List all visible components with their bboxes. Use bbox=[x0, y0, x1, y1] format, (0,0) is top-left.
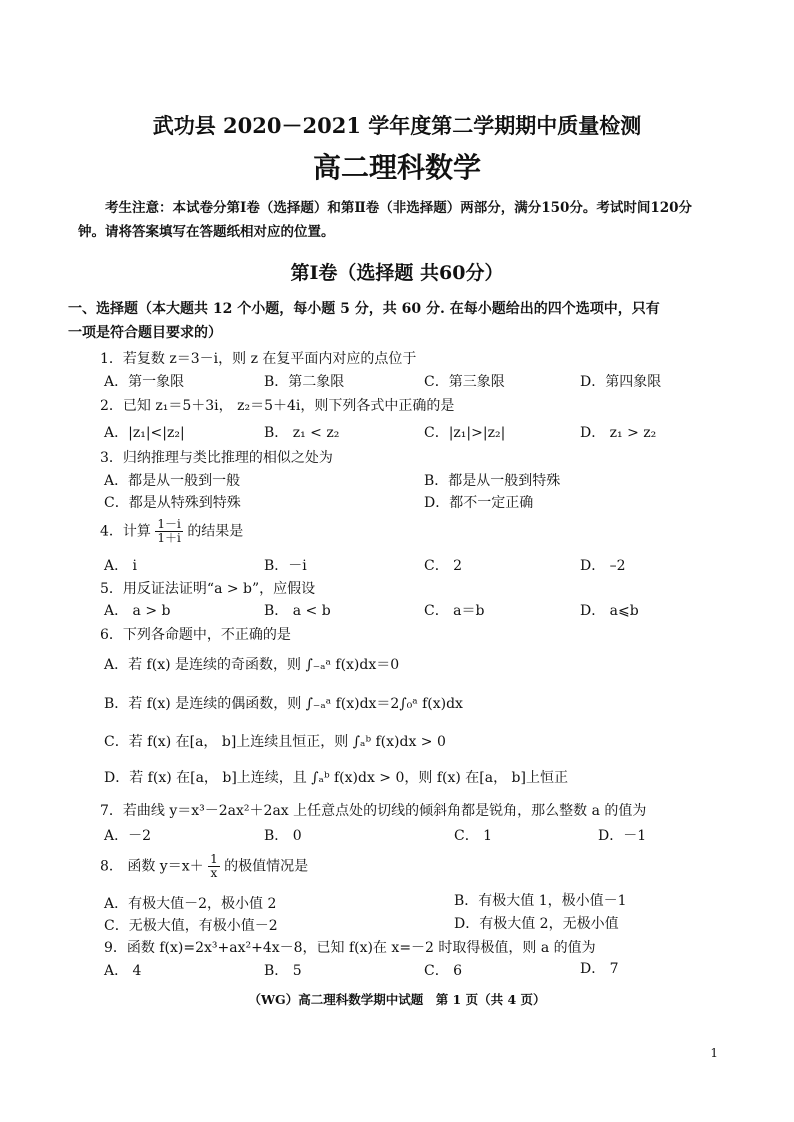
q1-option-a: A．第一象限 bbox=[104, 374, 185, 390]
q2-option-c: C．|z₁|>|z₂| bbox=[424, 425, 506, 441]
q8-fraction-denominator: x bbox=[210, 866, 218, 880]
q7-option-d: D．－1 bbox=[598, 828, 647, 844]
q8-option-c: C．无极大值，有极小值－2 bbox=[104, 918, 278, 934]
q4-option-b: B．－i bbox=[264, 558, 307, 574]
q3-option-a: A．都是从一般到一般 bbox=[104, 473, 241, 489]
q6-option-a: A．若 f(x) 是连续的奇函数，则 ∫₋ₐᵃ f(x)dx＝0 bbox=[104, 657, 400, 673]
q4-stem-suffix: 的结果是 bbox=[187, 523, 244, 540]
q6-option-d: D．若 f(x) 在[a， b]上连续，且 ∫ₐᵇ f(x)dx > 0，则 f(x) 在[a， b]上恒正 bbox=[104, 770, 568, 786]
q9-option-d: D． 7 bbox=[580, 961, 619, 977]
q8-stem-suffix: 的极值情况是 bbox=[224, 858, 309, 875]
exam-subtitle: 高二理科数学 bbox=[312, 151, 481, 184]
q9-stem: 9．函数 f(x)=2x³+ax²+4x－8，已知 f(x)在 x=－2 时取得极值，则 a 的值为 bbox=[104, 940, 596, 956]
q6-option-c: C．若 f(x) 在[a， b]上连续且恒正，则 ∫ₐᵇ f(x)dx > 0 bbox=[104, 734, 446, 750]
q5-option-c: C． a＝b bbox=[424, 603, 485, 619]
part-heading-line1: 一、选择题（本大题共 12 个小题，每小题 5 分，共 60 分. 在每小题给出的四个选项中，只有 bbox=[68, 301, 660, 317]
q4-option-c: C． 2 bbox=[424, 558, 463, 574]
q6-stem: 6．下列各命题中，不正确的是 bbox=[100, 627, 291, 643]
q8-option-a: A．有极大值－2，极小值 2 bbox=[104, 896, 277, 912]
q7-option-a: A．－2 bbox=[104, 828, 152, 844]
q5-option-b: B． a < b bbox=[264, 603, 331, 619]
q8-stem bbox=[100, 853, 308, 880]
q8-option-d: D．有极大值 2，无极小值 bbox=[454, 916, 619, 932]
q1-stem: 1．若复数 z＝3－i，则 z 在复平面内对应的点位于 bbox=[100, 351, 417, 367]
q4-option-d: D． –2 bbox=[580, 558, 626, 574]
q1-option-b: B．第二象限 bbox=[264, 374, 345, 390]
q6-option-b: B．若 f(x) 是连续的偶函数，则 ∫₋ₐᵃ f(x)dx＝2∫₀ᵃ f(x)dx bbox=[104, 696, 463, 712]
part-heading-line2: 一项是符合题目要求的） bbox=[68, 325, 222, 341]
q2-stem: 2．已知 z₁＝5＋3i， z₂＝5＋4i，则下列各式中正确的是 bbox=[100, 398, 455, 414]
q2-option-d: D． z₁ > z₂ bbox=[580, 425, 657, 441]
q3-option-d: D．都不一定正确 bbox=[424, 495, 534, 511]
q5-option-d: D． a⩽b bbox=[580, 603, 639, 619]
q1-option-d: D．第四象限 bbox=[580, 374, 662, 390]
page-number: 1 bbox=[710, 1046, 718, 1060]
q8-stem-prefix: 8． 函数 y＝x＋ bbox=[100, 858, 204, 875]
q1-option-c: C．第三象限 bbox=[424, 374, 505, 390]
q5-option-a: A． a > b bbox=[104, 603, 171, 619]
q7-option-b: B． 0 bbox=[264, 828, 302, 844]
q7-option-c: C． 1 bbox=[454, 828, 493, 844]
section-title: 第Ⅰ卷（选择题 共60分） bbox=[290, 262, 504, 284]
page-footer: （WG）高二理科数学期中试题 第 1 页（共 4 页） bbox=[248, 992, 546, 1007]
q3-stem: 3．归纳推理与类比推理的相似之处为 bbox=[100, 450, 333, 466]
q9-option-c: C． 6 bbox=[424, 963, 463, 979]
q3-option-b: B．都是从一般到特殊 bbox=[424, 473, 561, 489]
q2-option-a: A．|z₁|<|z₂| bbox=[104, 425, 185, 441]
q8-option-b: B．有极大值 1，极小值－1 bbox=[454, 893, 627, 909]
q4-fraction-denominator: 1＋i bbox=[157, 531, 181, 545]
q4-stem bbox=[100, 518, 243, 545]
q4-fraction-numerator: 1－i bbox=[157, 517, 181, 531]
exam-title: 武功县 2020－2021 学年度第二学期期中质量检测 bbox=[152, 113, 642, 138]
exam-notice: 考生注意：本试卷分第Ⅰ卷（选择题）和第Ⅱ卷（非选择题）两部分，满分150分。考试时间120分钟。请将答案填写在答题纸相对应的位置。 bbox=[78, 200, 693, 240]
q7-stem: 7．若曲线 y＝x³－2ax²＋2ax 上任意点处的切线的倾斜角都是锐角，那么整数 a 的值为 bbox=[100, 803, 647, 819]
q5-stem: 5．用反证法证明“a > b”，应假设 bbox=[100, 581, 316, 597]
q4-fraction bbox=[155, 518, 182, 545]
q3-option-c: C．都是从特殊到特殊 bbox=[104, 495, 241, 511]
q8-fraction bbox=[208, 853, 220, 880]
q2-option-b: B． z₁ < z₂ bbox=[264, 425, 340, 441]
q4-option-a: A． i bbox=[104, 558, 138, 574]
q9-option-a: A． 4 bbox=[104, 963, 142, 979]
q4-stem-prefix: 4．计算 bbox=[100, 523, 151, 540]
q8-fraction-numerator: 1 bbox=[210, 852, 218, 866]
q9-option-b: B． 5 bbox=[264, 963, 302, 979]
